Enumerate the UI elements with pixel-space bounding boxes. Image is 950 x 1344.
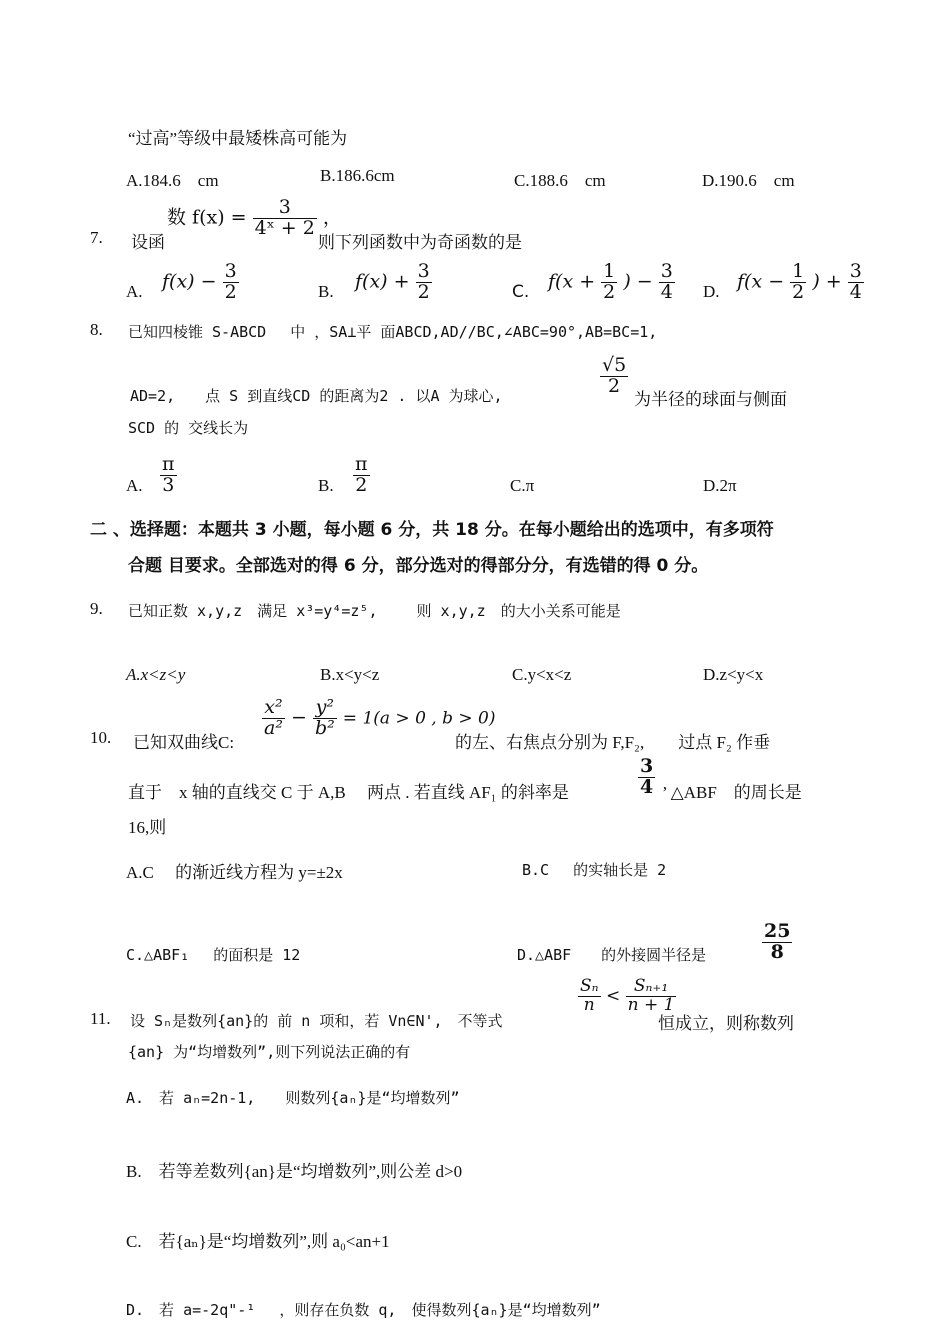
q7-tail: 则下列函数中为奇函数的是 [318, 233, 522, 252]
q6-option-c: C.188.6 cm [514, 171, 606, 190]
q7-opt-c-mid: ) − [623, 270, 653, 293]
q7-opt-c-num: 3 [660, 260, 673, 282]
section2-heading-line2: 合题 目要求。全部选对的得 6 分，部分选对的得部分分，有选错的得 0 分。 [128, 556, 709, 576]
q7-option-b-formula [355, 262, 432, 303]
q7-opt-c-pre: f(x + [548, 270, 596, 293]
q8-opt-b-num: π [355, 453, 368, 475]
q11-in-lt: < [605, 985, 621, 1006]
q10-eq-d2: b² [314, 716, 335, 739]
q8-option-a-label: A. [126, 476, 143, 495]
q10-number: 10. [90, 728, 112, 747]
q8-option-b-label: B. [318, 476, 334, 495]
q7-opt-a-den: 2 [224, 280, 237, 303]
q7-fn-numerator: 3 [253, 198, 317, 219]
q9-number: 9. [90, 599, 103, 618]
q11-number: 11. [90, 1009, 111, 1028]
q7-opt-b-den: 2 [417, 280, 430, 303]
q8-radius-fraction [600, 356, 628, 397]
q11-in-d1: n [583, 994, 595, 1015]
q10-slope-num: 3 [640, 755, 654, 777]
q11-option-b: B. 若等差数列{an}是“均增数列”,则公差 d>0 [126, 1162, 463, 1181]
q10-option-d-pre: D.△ABF 的外接圆半径是 [517, 946, 707, 964]
q10-line3: 16,则 [128, 818, 167, 837]
q7-option-d-label: D. [703, 282, 720, 301]
q7-function-formula [167, 198, 342, 239]
q7-fn-suffix: ， [322, 206, 342, 229]
q7-opt-d-n1: 1 [792, 260, 805, 282]
q9-option-d: D.z<y<x [703, 665, 764, 684]
q7-fn-denominator: 4ˣ + 2 [254, 216, 315, 239]
q10-option-b: B.C 的实轴长是 2 [522, 861, 667, 879]
q6-continuation: “过高”等级中最矮株高可能为 [128, 129, 348, 148]
q6-option-b: B.186.6cm [320, 166, 395, 185]
q7-option-d-formula [737, 262, 864, 303]
q7-opt-d-d1: 2 [792, 280, 805, 303]
q10-line2-pre: 直于 x 轴的直线交 C 于 A,B 两点 . 若直线 AF₁ 的斜率是 [128, 783, 569, 802]
q10-eq-n1: x² [262, 698, 285, 719]
q11-in-d2: n + 1 [627, 994, 675, 1015]
q8-number: 8. [90, 320, 103, 339]
q9-text: 已知正数 x,y,z 满足 x³=y⁴=z⁵, 则 x,y,z 的大小关系可能是 [128, 602, 621, 620]
q9-option-b: B.x<y<z [320, 665, 380, 684]
q8-radius-den: 2 [608, 374, 621, 397]
q10-option-d-fraction [762, 922, 792, 963]
q7-lead: 设函 [131, 233, 165, 252]
q7-opt-b-pre: f(x) + [355, 270, 410, 293]
q10-eq-d1: a² [264, 716, 283, 739]
q11-in-n2: Sₙ₊₁ [626, 978, 677, 997]
q10-eq-tail: = 1(a > 0 , b > 0) [342, 708, 496, 729]
q7-option-a-label: A. [126, 282, 143, 301]
q7-opt-c-d1: 2 [603, 280, 616, 303]
q8-line2-post: 为半径的球面与侧面 [634, 390, 787, 409]
q10-opt-d-den: 8 [770, 940, 784, 963]
q10-eq-n2: y² [313, 698, 337, 719]
q7-opt-d-den: 4 [849, 280, 862, 303]
q7-opt-d-mid: ) + [812, 270, 842, 293]
q8-option-d: D.2π [703, 476, 737, 495]
q8-opt-b-den: 2 [355, 473, 368, 496]
q7-opt-a-num: 3 [224, 260, 237, 282]
q7-option-c-label: C. [512, 282, 530, 302]
q11-line2: {an} 为“均增数列”,则下列说法正确的有 [128, 1043, 411, 1061]
q10-option-c: C.△ABF₁ 的面积是 12 [126, 946, 301, 964]
q8-opt-a-den: 3 [162, 473, 175, 496]
q10-slope-den: 4 [640, 775, 654, 798]
q10-line2-post: ’ △ABF 的周长是 [662, 783, 802, 802]
q8-option-b-formula [353, 455, 370, 496]
q11-option-a: A. 若 aₙ=2n-1, 则数列{aₙ}是“均增数列” [126, 1089, 460, 1107]
q8-line3: SCD 的 交线长为 [128, 419, 249, 437]
q8-line1: 已知四棱锥 S-ABCD 中 ，SA⊥平 面ABCD,AD//BC,∠ABC=90°,AB=BC=1, [128, 323, 658, 341]
q11-line1-pre: 设 Sₙ是数列{an}的 前 n 项和，若 Vn∈N', 不等式 [130, 1012, 503, 1030]
q10-line1-post: 的左、右焦点分别为 F,F₂, 过点 F₂ 作垂 [455, 733, 771, 752]
q7-option-a-formula [162, 262, 239, 303]
q8-option-a-formula [160, 455, 177, 496]
q8-line2-pre: AD=2, 点 S 到直线CD 的距离为2 . 以A 为球心, [130, 387, 503, 405]
q11-option-c: C. 若{aₙ}是“均增数列”,则 a₀<an+1 [126, 1232, 390, 1251]
q7-opt-d-num: 3 [849, 260, 862, 282]
q10-lead: 已知双曲线C: [133, 733, 235, 752]
q7-option-b-label: B. [318, 282, 334, 301]
q11-option-d: D. 若 a=-2q"-¹ ，则存在负数 q, 使得数列{aₙ}是“均增数列” [126, 1301, 601, 1319]
q9-option-c: C.y<x<z [512, 665, 572, 684]
q7-number: 7. [90, 228, 103, 247]
q10-option-a: A.C 的渐近线方程为 y=±2x [126, 863, 343, 882]
q7-opt-d-pre: f(x − [737, 270, 785, 293]
q7-option-c-formula [548, 262, 675, 303]
q10-slope-fraction [638, 757, 655, 798]
q6-option-a: A.184.6 cm [126, 171, 219, 190]
section2-heading-line1: 二 、选择题：本题共 3 小题，每小题 6 分，共 18 分。在每小题给出的选项中，有多项符 [90, 520, 774, 540]
q11-line1-post: 恒成立，则称数列 [658, 1014, 794, 1033]
q10-eq-minus: − [291, 706, 307, 729]
q7-opt-c-n1: 1 [603, 260, 616, 282]
q7-fn-prefix: 数 f(x) = [167, 206, 247, 229]
q7-opt-b-num: 3 [417, 260, 430, 282]
q6-option-d: D.190.6 cm [702, 171, 795, 190]
q11-in-n1: Sₙ [580, 976, 599, 996]
q9-option-a: A.x<z<y [126, 665, 186, 684]
q10-opt-d-num: 25 [764, 920, 791, 942]
q8-radius-num: √5 [602, 354, 627, 376]
q7-opt-a-pre: f(x) − [162, 270, 217, 293]
q7-opt-c-den: 4 [660, 280, 673, 303]
q8-opt-a-num: π [162, 453, 175, 475]
q8-option-c: C.π [510, 476, 535, 495]
